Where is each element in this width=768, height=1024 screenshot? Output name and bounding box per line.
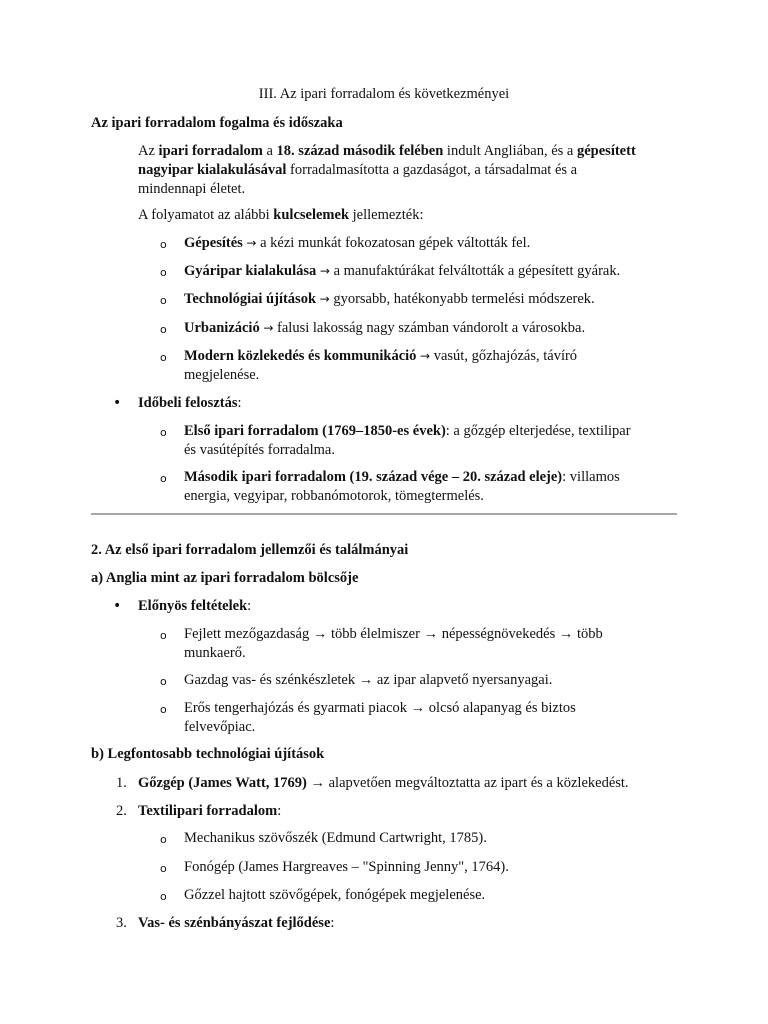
arrow-icon: → [263, 321, 274, 335]
text-run: a [262, 143, 277, 159]
item-number: 1. [116, 775, 127, 791]
item-text: Erős tengerhajózás és gyarmati piacok → olcsó alapanyag és biztos [184, 700, 576, 716]
advantages-label: Előnyös feltételek [138, 598, 248, 614]
bullet-marker: o [160, 629, 167, 642]
text-run: : [237, 395, 242, 411]
bold-run: kulcselemek [273, 207, 350, 223]
bullet-marker: o [160, 351, 167, 364]
item-desc: : [277, 803, 282, 819]
bullet-marker: • [113, 598, 122, 614]
bullet-marker: o [160, 294, 167, 307]
item-term: Textilipari forradalom [138, 803, 278, 819]
item-desc: gyorsabb, hatékonyabb termelési módszerek. [329, 291, 595, 307]
text-run: forradalmasította a gazdaságot, a társadalmat és a [286, 162, 578, 178]
item-desc: vasút, gőzhajózás, távíró [430, 348, 578, 364]
item-term: Urbanizáció [184, 320, 260, 336]
item-desc: : a gőzgép elterjedése, textilipar [445, 423, 631, 439]
intro-line-1 [138, 142, 698, 161]
arrow-icon: → [319, 264, 330, 278]
bullet-marker: o [160, 238, 167, 251]
text-run: indult Angliában, és a [443, 143, 577, 159]
item-text: Fejlett mezőgazdaság → több élelmiszer → népességnövekedés → több [184, 626, 603, 642]
bullet-marker: o [160, 703, 167, 716]
bullet-marker: o [160, 426, 167, 439]
item-desc: a kézi munkát fokozatosan gépek váltották fel. [256, 235, 531, 251]
item-desc: a manufaktúrákat felváltották a gépesített gyárak. [329, 263, 621, 279]
bullet-marker: o [160, 675, 167, 688]
item-term: Gépesítés [184, 235, 243, 251]
text-run: A folyamatot az alábbi [138, 207, 274, 223]
item-desc: → alapvetően megváltoztatta az ipart és a közlekedést. [306, 775, 629, 791]
item-number: 2. [116, 803, 127, 819]
intro-line-2 [138, 161, 698, 180]
bullet-marker: • [113, 395, 122, 411]
text-run: : [247, 598, 252, 614]
item-term: Gőzgép (James Watt, 1769) [138, 775, 307, 791]
section-heading-first-revolution: 2. Az első ipari forradalom jellemzői és találmányai [91, 542, 409, 558]
bullet-marker: o [160, 472, 167, 485]
item-desc-cont: és vasútépítés forradalma. [184, 442, 335, 458]
bold-run: 18. század második felében [276, 143, 444, 159]
section-heading-concept: Az ipari forradalom fogalma és időszaka [91, 115, 343, 131]
intro-line-3: mindennapi életet. [138, 181, 246, 197]
item-desc-cont: megjelenése. [184, 367, 260, 383]
bullet-marker: o [160, 323, 167, 336]
bold-run: gépesített [577, 143, 636, 159]
item-term: Vas- és szénbányászat fejlődése [138, 915, 331, 931]
key-elements-intro [138, 206, 424, 225]
arrow-icon: → [319, 292, 330, 306]
bullet-marker: o [160, 890, 167, 903]
arrow-icon: → [420, 349, 431, 363]
item-text: Mechanikus szövőszék (Edmund Cartwright, 1785). [184, 830, 487, 846]
text-run: jellemezték: [349, 207, 424, 223]
item-desc-cont: energia, vegyipar, robbanómotorok, tömegtermelés. [184, 488, 484, 504]
item-term: Második ipari forradalom (19. század vége – 20. század eleje) [184, 469, 563, 485]
item-term: Gyáripar kialakulása [184, 263, 317, 279]
item-term: Első ipari forradalom (1769–1850-es évek) [184, 423, 446, 439]
item-text-cont: felvevőpiac. [184, 719, 256, 735]
subheading-england: a) Anglia mint az ipari forradalom bölcsője [91, 570, 359, 586]
bullet-marker: o [160, 862, 167, 875]
item-text: Gazdag vas- és szénkészletek → az ipar alapvető nyersanyagai. [184, 672, 553, 688]
periods-label: Időbeli felosztás [138, 395, 238, 411]
bullet-marker: o [160, 833, 167, 846]
bold-run: ipari forradalom [158, 143, 263, 159]
item-number: 3. [116, 915, 127, 931]
item-text-cont: munkaerő. [184, 645, 246, 661]
bullet-marker: o [160, 266, 167, 279]
item-text: Gőzzel hajtott szövőgépek, fonógépek megjelenése. [184, 887, 486, 903]
document-title: III. Az ipari forradalom és következményei [258, 86, 510, 102]
item-desc: : villamos [562, 469, 620, 485]
section-divider [91, 513, 677, 515]
text-run: Az [138, 143, 159, 159]
bold-run: nagyipar kialakulásával [138, 162, 287, 178]
item-desc: falusi lakosság nagy számban vándorolt a városokba. [273, 320, 586, 336]
subheading-innovations: b) Legfontosabb technológiai újítások [91, 746, 325, 762]
arrow-icon: → [246, 236, 257, 250]
item-text: Fonógép (James Hargreaves – "Spinning Jenny", 1764). [184, 859, 509, 875]
intro-paragraph [138, 142, 698, 199]
item-desc: : [330, 915, 335, 931]
item-term: Modern közlekedés és kommunikáció [184, 348, 417, 364]
item-term: Technológiai újítások [184, 291, 317, 307]
